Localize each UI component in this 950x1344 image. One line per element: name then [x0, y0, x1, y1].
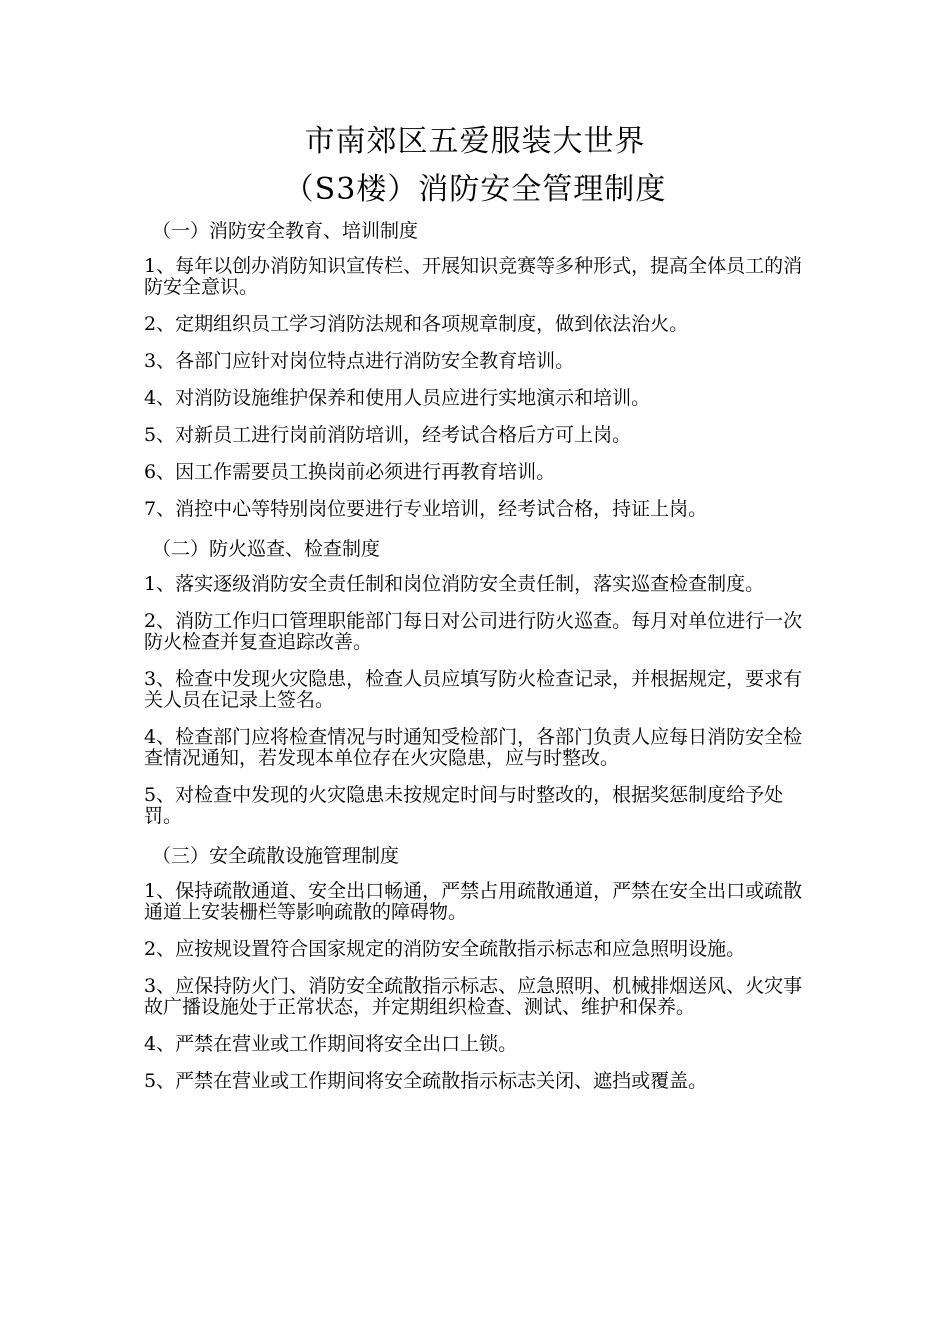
- section-item: 1、每年以创办消防知识宣传栏、开展知识竞赛等多种形式，提高全体员工的消防安全意识。: [144, 255, 803, 298]
- section-item: 2、消防工作归口管理职能部门每日对公司进行防火巡查。每月对单位进行一次防火检查并复查追踪改善。: [144, 610, 803, 653]
- section-item: 5、严禁在营业或工作期间将安全疏散指示标志关闭、遮挡或覆盖。: [144, 1070, 708, 1092]
- document-title-line2: （S3楼）消防安全管理制度: [283, 172, 667, 207]
- section-heading-training: （一）消防安全教育、培训制度: [152, 220, 419, 242]
- section-item: 1、落实逐级消防安全责任制和岗位消防安全责任制，落实巡查检查制度。: [144, 573, 765, 595]
- section-item: 6、因工作需要员工换岗前必须进行再教育培训。: [144, 461, 556, 483]
- section-item: 4、对消防设施维护保养和使用人员应进行实地演示和培训。: [144, 387, 651, 409]
- section-item: 5、对检查中发现的火灾隐患未按规定时间与时整改的，根据奖惩制度给予处罚。: [144, 784, 784, 827]
- section-item: 1、保持疏散通道、安全出口畅通，严禁占用疏散通道，严禁在安全出口或疏散通道上安装栅栏等影响疏散的障碍物。: [144, 880, 803, 923]
- document-body: [144, 218, 814, 1108]
- section-item: 2、应按规设置符合国家规定的消防安全疏散指示标志和应急照明设施。: [144, 938, 746, 960]
- section-item: 3、检查中发现火灾隐患，检查人员应填写防火检查记录，并根据规定，要求有关人员在记录上签名。: [144, 668, 803, 711]
- section-item: 7、消控中心等特别岗位要进行专业培训，经考试合格，持证上岗。: [144, 498, 708, 520]
- section-item: 2、定期组织员工学习消防法规和各项规章制度，做到依法治火。: [144, 313, 689, 335]
- section-item: 3、应保持防火门、消防安全疏散指示标志、应急照明、机械排烟送风、火灾事故广播设施处于正常状态，并定期组织检查、测试、维护和保养。: [144, 975, 803, 1018]
- section-item: 5、对新员工进行岗前消防培训，经考试合格后方可上岗。: [144, 424, 632, 446]
- section-heading-inspection: （二）防火巡查、检查制度: [152, 538, 381, 560]
- section-heading-evacuation: （三）安全疏散设施管理制度: [152, 845, 400, 867]
- section-item: 4、严禁在营业或工作期间将安全出口上锁。: [144, 1033, 518, 1055]
- section-item: 4、检查部门应将检查情况与时通知受检部门，各部门负责人应每日消防安全检查情况通知，若发现本单位存在火灾隐患，应与时整改。: [144, 726, 803, 769]
- document-title-line1: 市南郊区五爱服装大世界: [304, 124, 646, 159]
- section-item: 3、各部门应针对岗位特点进行消防安全教育培训。: [144, 350, 575, 372]
